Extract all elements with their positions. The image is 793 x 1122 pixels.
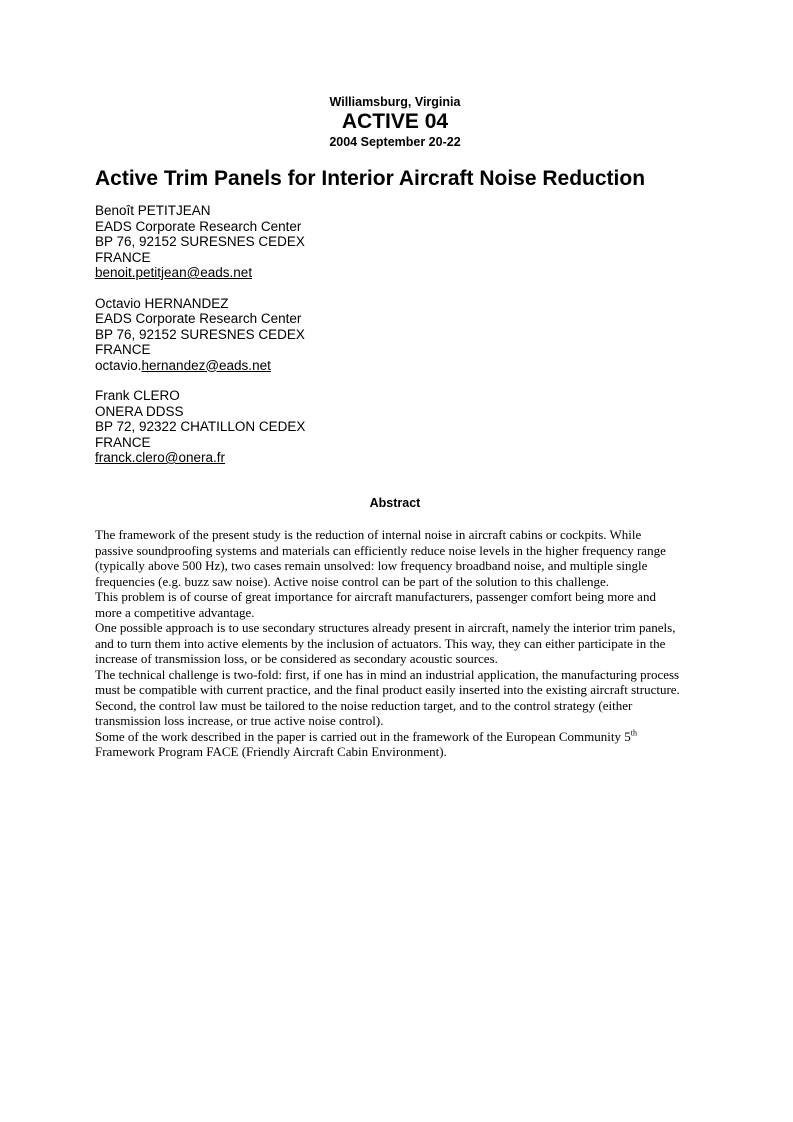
abstract-line: Framework Program FACE (Friendly Aircraft Cabin Environment). — [95, 744, 447, 759]
author-email-row — [95, 265, 495, 281]
author-block — [95, 388, 495, 466]
abstract-line: The framework of the present study is the reduction of internal noise in aircraft cabins or cockpits. While — [95, 527, 642, 542]
author-address: BP 76, 92152 SURESNES CEDEX — [95, 326, 305, 342]
abstract-line — [95, 729, 705, 745]
author-list — [95, 203, 495, 481]
author-name: Octavio HERNANDEZ — [95, 295, 229, 311]
author-email-row — [95, 450, 495, 466]
conference-location: Williamsburg, Virginia — [329, 95, 461, 109]
abstract-heading: Abstract — [369, 496, 421, 510]
author-address: BP 72, 92322 CHATILLON CEDEX — [95, 419, 306, 434]
conference-name: ACTIVE 04 — [341, 110, 449, 133]
author-organization: ONERA DDSS — [95, 403, 184, 419]
abstract-line: This problem is of course of great importance for aircraft manufacturers, passenger comfort being more and — [95, 589, 656, 604]
abstract-line: must be compatible with current practice, and the final product easily inserted into the existing aircraft structure. — [95, 682, 680, 697]
author-country: FRANCE — [95, 342, 151, 357]
author-organization: EADS Corporate Research Center — [95, 311, 302, 326]
author-country: FRANCE — [95, 249, 151, 265]
abstract-line: passive soundproofing systems and materials can efficiently reduce noise levels in the higher frequency range — [95, 542, 666, 558]
author-email-row — [95, 358, 495, 374]
author-name: Benoît PETITJEAN — [95, 203, 211, 218]
abstract-line: The technical challenge is two-fold: first, if one has in mind an industrial application, the manufacturing process — [95, 666, 680, 682]
abstract-line: One possible approach is to use secondary structures already present in aircraft, namely the interior trim panels, — [95, 620, 676, 635]
ordinal-superscript: th — [630, 728, 637, 738]
author-block — [95, 296, 495, 374]
paper-title: Active Trim Panels for Interior Aircraft Noise Reduction — [95, 167, 646, 190]
abstract-line-text: Some of the work described in the paper is carried out in the framework of the European Community 5 — [95, 728, 631, 744]
abstract-line: (typically above 500 Hz), two cases remain unsolved: low frequency broadband noise, and multiple single — [95, 558, 648, 573]
author-country: FRANCE — [95, 434, 151, 450]
conference-dates: 2004 September 20-22 — [329, 135, 461, 149]
author-email-link[interactable]: hernandez@eads.net — [141, 357, 271, 373]
abstract-line: frequencies (e.g. buzz saw noise). Active noise control can be part of the solution to this challenge. — [95, 573, 610, 589]
abstract-line: more a competitive advantage. — [95, 604, 255, 620]
author-email-link[interactable]: franck.clero@onera.fr — [95, 450, 226, 465]
conference-header — [0, 94, 790, 150]
author-address: BP 76, 92152 SURESNES CEDEX — [95, 234, 305, 249]
author-block — [95, 203, 495, 281]
author-organization: EADS Corporate Research Center — [95, 218, 302, 234]
author-name: Frank CLERO — [95, 388, 180, 403]
abstract-line: increase of transmission loss, or be considered as secondary acoustic sources. — [95, 651, 498, 666]
author-email-prefix: octavio. — [95, 357, 142, 373]
abstract-line: transmission loss increase, or true active noise control). — [95, 713, 384, 728]
author-email-link[interactable]: benoit.petitjean@eads.net — [95, 265, 253, 280]
abstract-line: Second, the control law must be tailored to the noise reduction target, and to the control strategy (either — [95, 697, 633, 713]
abstract-body — [95, 527, 705, 760]
abstract-line: and to turn them into active elements by the inclusion of actuators. This way, they can either participate in the — [95, 635, 666, 651]
